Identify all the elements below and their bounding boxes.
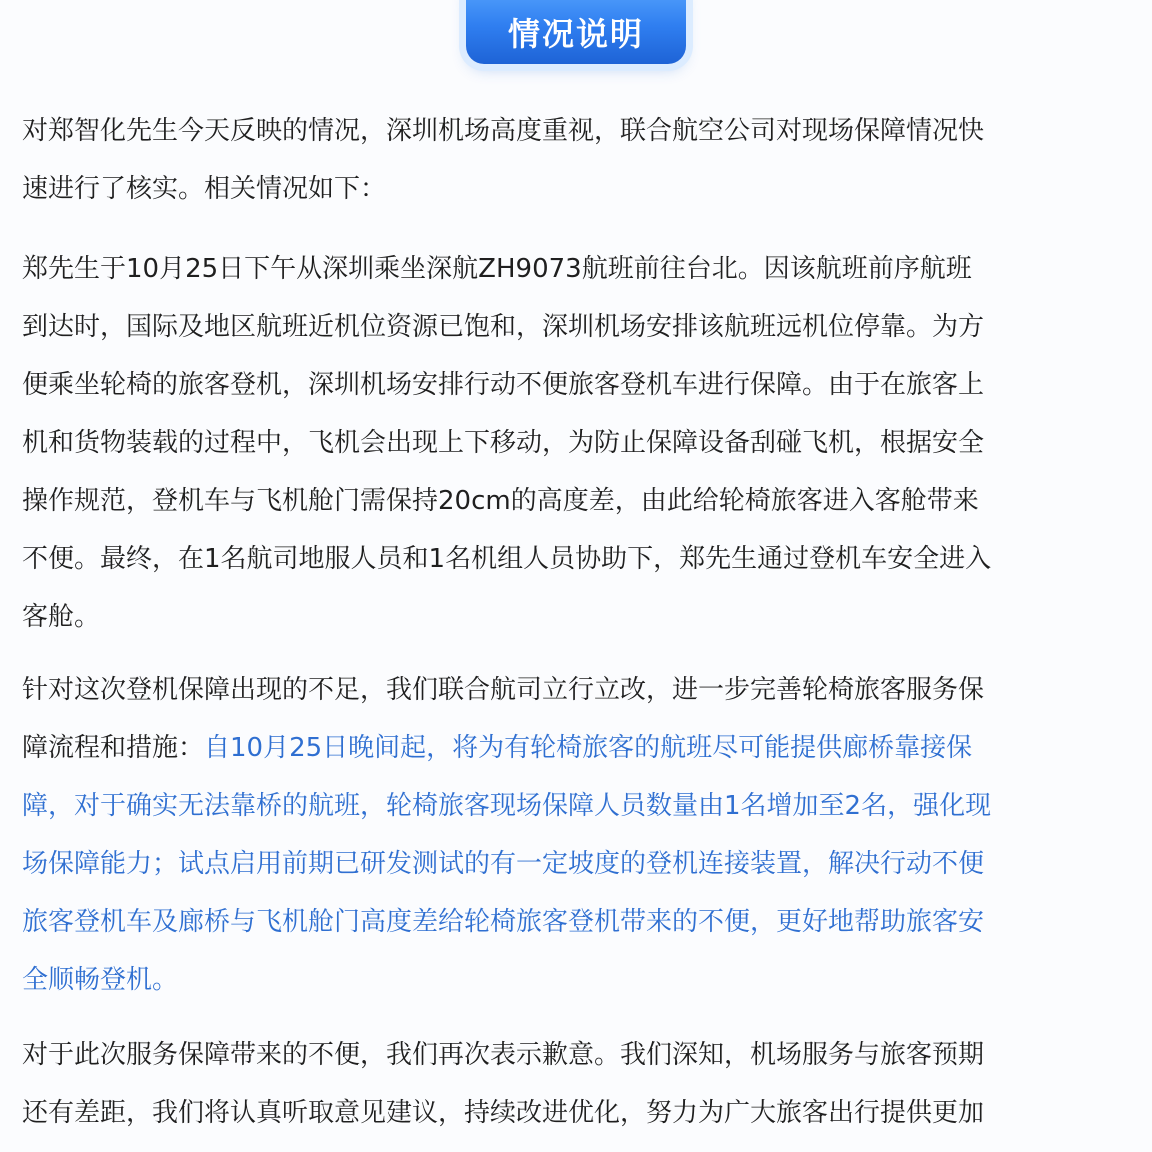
text-plain: 障流程和措施： [22,733,205,763]
text-line: 操作规范，登机车与飞机舱门需保持20cm的高度差，由此给轮椅旅客进入客舱带来 [22,486,979,516]
text-line: 还有差距，我们将认真听取意见建议，持续改进优化，努力为广大旅客出行提供更加 [22,1098,985,1128]
text-line-highlight: 场保障能力；试点启用前期已研发测试的有一定坡度的登机连接装置，解决行动不便 [22,849,985,879]
text-line: 速进行了核实。相关情况如下： [22,174,387,204]
paragraph-measures [22,661,1137,1009]
text-line: 针对这次登机保障出现的不足，我们联合航司立行立改，进一步完善轮椅旅客服务保 [22,675,985,705]
text-line: 对郑智化先生今天反映的情况，深圳机场高度重视，联合航空公司对现场保障情况快 [22,116,985,146]
text-highlight: 自10月25日晚间起，将为有轮椅旅客的航班尽可能提供廊桥靠接保 [204,733,973,763]
text-line-highlight: 旅客登机车及廊桥与飞机舱门高度差给轮椅旅客登机带来的不便，更好地帮助旅客安 [22,907,985,937]
paragraph-apology [22,1026,1137,1142]
text-line: 郑先生于10月25日下午从深圳乘坐深航ZH9073航班前往台北。因该航班前序航班 [22,254,972,284]
text-line: 便乘坐轮椅的旅客登机，深圳机场安排行动不便旅客登机车进行保障。由于在旅客上 [22,370,985,400]
text-line: 机和货物装载的过程中，飞机会出现上下移动，为防止保障设备刮碰飞机，根据安全 [22,428,985,458]
text-line-highlight: 全顺畅登机。 [22,965,179,995]
paragraph-intro [22,102,1137,218]
text-line: 对于此次服务保障带来的不便，我们再次表示歉意。我们深知，机场服务与旅客预期 [22,1040,985,1070]
page-title: 情况说明 [507,15,644,53]
title-badge [466,0,686,64]
text-line: 不便。最终，在1名航司地服人员和1名机组人员协助下，郑先生通过登机车安全进入 [22,544,992,574]
paragraph-details [22,240,1137,646]
text-line-highlight: 障，对于确实无法靠桥的航班，轮椅旅客现场保障人员数量由1名增加至2名，强化现 [22,791,992,821]
text-line [22,719,1137,777]
text-line: 客舱。 [22,602,101,632]
text-line: 到达时，国际及地区航班近机位资源已饱和，深圳机场安排该航班远机位停靠。为方 [22,312,985,342]
